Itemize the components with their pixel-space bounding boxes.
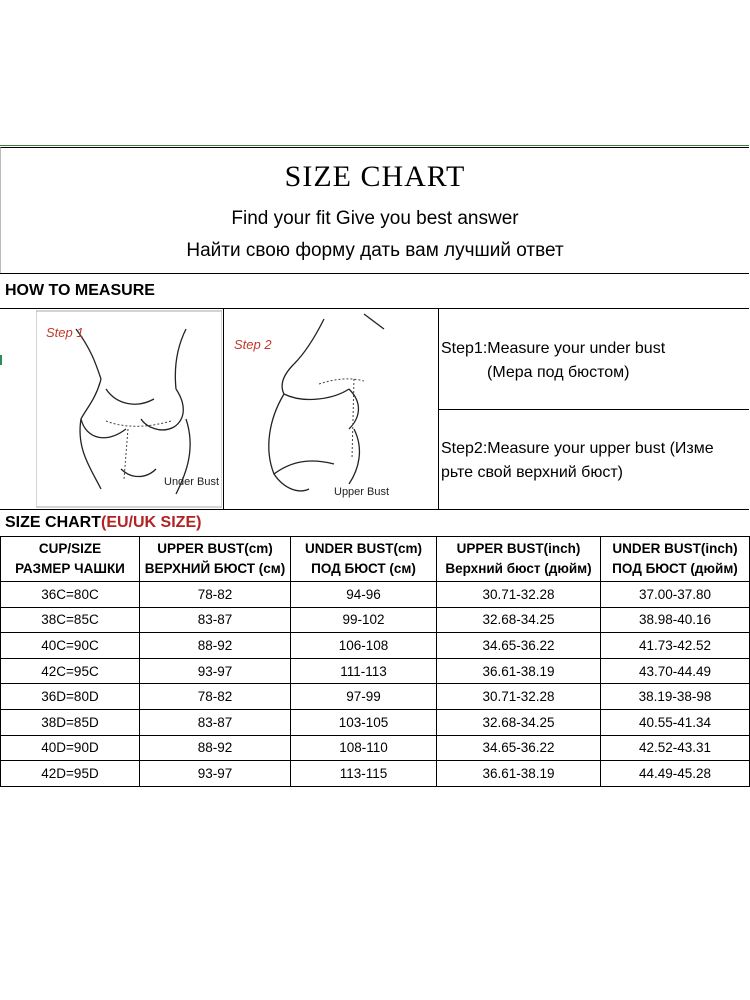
table-cell: 83-87: [140, 709, 291, 735]
table-cell: 32.68-34.25: [437, 709, 601, 735]
table-cell: 103-105: [291, 709, 437, 735]
table-cell: 106-108: [291, 633, 437, 659]
header-under-bust-cm: UNDER BUST(cm) ПОД БЮСТ (см): [291, 537, 437, 582]
table-row: [1, 633, 750, 659]
table-cell: 38C=85C: [1, 607, 140, 633]
under-bust-illustration: [36, 309, 222, 509]
table-cell: 36.61-38.19: [437, 761, 601, 787]
step2-line-1: Step2:Measure your upper bust (Изме: [441, 440, 714, 457]
size-chart-label: SIZE CHART: [5, 514, 101, 531]
table-cell: 43.70-44.49: [601, 658, 750, 684]
table-cell: 36.61-38.19: [437, 658, 601, 684]
header-under-bust-inch: UNDER BUST(inch) ПОД БЮСТ (дюйм): [601, 537, 750, 582]
how-to-measure-header: HOW TO MEASURE: [0, 273, 749, 308]
table-row: [1, 709, 750, 735]
size-region-label: (EU/UK SIZE): [101, 514, 202, 531]
how-to-measure-section: [0, 308, 749, 510]
step1-instruction: [439, 309, 749, 410]
size-chart-header: [0, 510, 749, 536]
table-cell: 93-97: [140, 658, 291, 684]
table-cell: 108-110: [291, 735, 437, 761]
table-cell: 44.49-45.28: [601, 761, 750, 787]
table-cell: 88-92: [140, 735, 291, 761]
subtitle-russian: Найти свою форму дать вам лучший ответ: [186, 240, 564, 261]
step1-line-russian: (Мера под бюстом): [487, 364, 630, 381]
table-cell: 40.55-41.34: [601, 709, 750, 735]
table-cell: 99-102: [291, 607, 437, 633]
table-cell: 78-82: [140, 582, 291, 608]
table-cell: 42D=95D: [1, 761, 140, 787]
top-divider: [0, 145, 749, 146]
table-cell: 37.00-37.80: [601, 582, 750, 608]
upper-bust-illustration: [224, 309, 438, 509]
header-cup-size: CUP/SIZE РАЗМЕР ЧАШКИ: [1, 537, 140, 582]
header-upper-bust-cm: UPPER BUST(cm) ВЕРХНИЙ БЮСТ (см): [140, 537, 291, 582]
table-cell: 36D=80D: [1, 684, 140, 710]
table-cell: 36C=80C: [1, 582, 140, 608]
step2-instruction: [439, 409, 749, 509]
table-cell: 97-99: [291, 684, 437, 710]
table-row: [1, 684, 750, 710]
table-cell: 83-87: [140, 607, 291, 633]
table-cell: 32.68-34.25: [437, 607, 601, 633]
table-cell: 111-113: [291, 658, 437, 684]
table-cell: 38.19-38-98: [601, 684, 750, 710]
table-cell: 30.71-32.28: [437, 684, 601, 710]
table-row: [1, 582, 750, 608]
step2-line-2: рьте свой верхний бюст): [441, 464, 623, 481]
table-cell: 38D=85D: [1, 709, 140, 735]
table-header-row: [1, 537, 750, 582]
table-cell: 93-97: [140, 761, 291, 787]
table-row: [1, 761, 750, 787]
table-cell: 113-115: [291, 761, 437, 787]
size-chart-sheet: [0, 147, 749, 787]
table-cell: 88-92: [140, 633, 291, 659]
step1-line-english: Step1:Measure your under bust: [441, 340, 666, 357]
table-row: [1, 658, 750, 684]
table-cell: 34.65-36.22: [437, 735, 601, 761]
subtitle-english: Find your fit Give you best answer: [231, 208, 519, 229]
upper-bust-caption: Upper Bust: [334, 486, 390, 498]
table-cell: 30.71-32.28: [437, 582, 601, 608]
table-cell: 94-96: [291, 582, 437, 608]
table-cell: 40D=90D: [1, 735, 140, 761]
step1-figure-label: Step 1: [46, 325, 84, 340]
table-cell: 78-82: [140, 684, 291, 710]
table-cell: 42.52-43.31: [601, 735, 750, 761]
under-bust-caption: Under Bust: [164, 476, 220, 488]
title-block: [0, 147, 749, 273]
table-cell: 41.73-42.52: [601, 633, 750, 659]
table-cell: 42C=95C: [1, 658, 140, 684]
table-row: [1, 607, 750, 633]
page-title: SIZE CHART: [284, 160, 466, 193]
size-table: [0, 536, 750, 787]
table-cell: 38.98-40.16: [601, 607, 750, 633]
table-row: [1, 735, 750, 761]
table-cell: 34.65-36.22: [437, 633, 601, 659]
table-cell: 40C=90C: [1, 633, 140, 659]
step2-figure-label: Step 2: [234, 337, 272, 352]
header-upper-bust-inch: UPPER BUST(inch) Верхний бюст (дюйм): [437, 537, 601, 582]
